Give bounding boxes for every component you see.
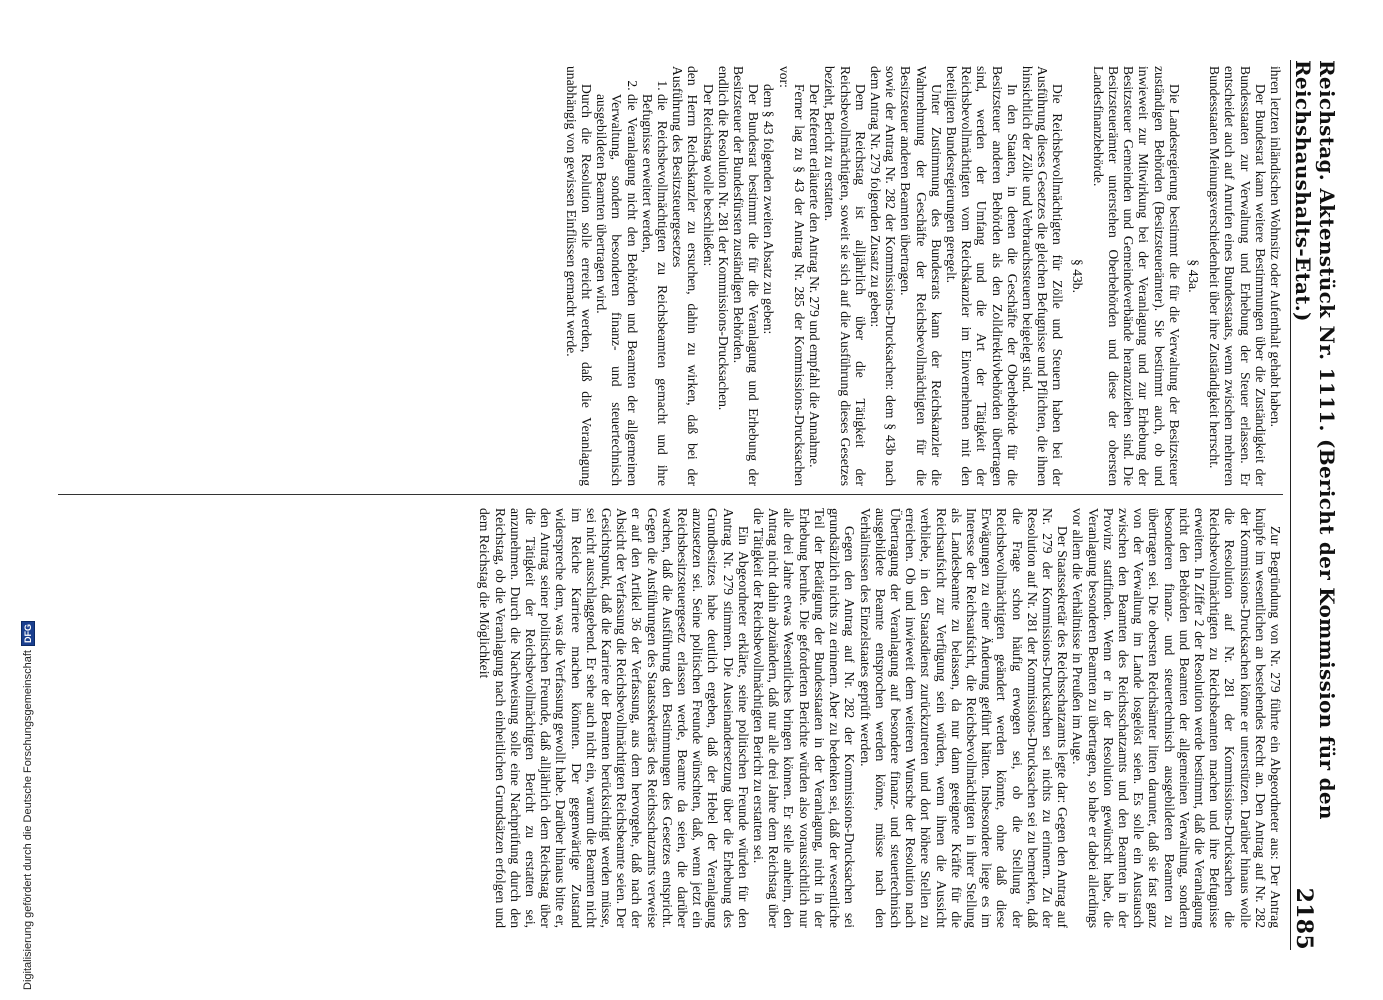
paragraph: Ein Abgeordneter erklärte, seine politischen Freunde würden für den Antrag Nr. 279 stimmen. Die Auseinandersetzung über die Erhebung des Grundbesitzes habe deutlich ergeben, daß der Hebel der Veranlagung anzusetzen sei. Seine politischen Freunde wünschten, daß, wenn jetzt ein Reichsbesitzsteuergesetz erlassen werde, Beamte da seien, die darüber wachen, daß die Ausführung den Bestimmungen des Gesetzes entspricht. Gegen die Ausführungen des Staatssekretärs des Reichsschatzamts verweise er auf den Artikel 36 der Verfassung, aus dem hervorgehe, daß nach der Absicht der Verfassung die Reichsbevollmächtigten Reichsbeamte seien. Der Gesichtspunkt, daß die Karriere der Beamten berücksichtigt werden müsse, sei nicht ausschlaggebend. Er sehe auch nicht ein, warum die Beamten nicht im Reiche Karriere machen könnten. Der gegenwärtige Zustand widerspreche dem, was die Verfassung gewollt habe. Darüber hinaus bitte er, den Antrag seiner politischen Freunde, daß alljährlich dem Reichstag über die Tätigkeit der Reichsbevollmächtigten Bericht zu erstatten sei, anzunehmen. Durch die Nachweisung solle eine Nachprüfung durch den Reichstag, ob die Veranlagung nach einheitlichen Grundsätzen erfolgen und dem Reichstag die Möglichkeit <box>477 508 751 928</box>
funding-text: Digitalisierung gefördert durch die Deutsche Forschungsgemeinschaft <box>22 650 34 990</box>
paragraph: Die Landesregierung bestimmt die für die Verwaltung der Besitzsteuer zuständigen Behörden (Besitzsteuerämter). Sie bestimmt auch, ob und inwieweit zur Mitwirkung bei der Veranlagung und zur Erhebung der Besitzsteuer Gemeinden und Gemeindeverbände heranzuziehen sind. Die Besitzsteuerämter unterstehen Oberbehörden und diese der obersten Landesfinanzbehörde. <box>1090 66 1182 486</box>
paragraph: Zur Begründung von Nr. 279 führte ein Abgeordneter aus: Der Antrag knüpfe im wesentlichen an bestehendes Recht an. Den Antrag auf Nr. 282 der Kommissions-Drucksachen könne er unterstützen. Darüber hinaus wolle die Resolution auf Nr. 281 der Kommissions-Drucksachen die Reichsbevollmächtigten zu Reichsbeamten machen und ihre Befugnisse erweitern. In Ziffer 2 der Resolution werde bestimmt, daß die Veranlagung nicht den Behörden und Beamten der allgemeinen Verwaltung, sondern besonderen finanz- und steuertechnisch ausgebildeten Beamten zu übertragen sei. Die obersten Reichsämter litten darunter, daß sie fast ganz von der Verwaltung im Lande losgelöst seien. Es solle ein Austausch zwischen den Beamten des Reichsschatzamts und den Beamten in der Provinz stattfinden. Wenn er in der Resolution gewünscht habe, die Veranlagung besonderen Beamten zu übertragen, so habe er dabei allerdings vor allem die Verhältnisse in Preußen im Auge. <box>1070 508 1283 928</box>
paragraph: endlich die Resolution Nr. 281 der Kommissions-Drucksachen. <box>715 66 731 411</box>
list-item: 1. die Reichsbevollmächtigten zu Reichsbeamten gemacht und ihre Befugnisse erweitert werden, <box>640 94 670 486</box>
paragraph: Der Reichstag wolle beschließen: <box>700 84 716 267</box>
paragraph: Dem Reichstag ist alljährlich über die Tätigkeit der Reichsbevollmächtigten, soweit sie sich auf die Ausführung dieses Gesetzes bezieht, Bericht zu erstatten. <box>822 66 868 486</box>
paragraph: ihren letzten inländischen Wohnsitz oder Aufenthalt gehabt haben. <box>1268 66 1283 428</box>
column-divider <box>58 494 1283 495</box>
paragraph: sowie der Antrag Nr. 282 der Kommissions-Drucksachen: dem § 43b nach dem Antrag Nr. 279 folgenden Zusatz zu geben: <box>867 66 899 486</box>
section-heading: § 43a. <box>1185 259 1201 293</box>
paragraph: In den Staaten, in denen die Geschäfte der Oberbehörde für die Besitzsteuer anderen Behörden als den Zolldirektivbehörden übertragen sind, werden der Umfang und die Art der Tätigkeit der Reichsbevollmächtigten vom Reichskanzler im Einvernehmen mit den beteiligten Bundesregierungen geregelt. <box>943 66 1020 486</box>
paragraph: Die Reichsbevollmächtigten für Zölle und Steuern haben bei der Ausführung dieses Gesetzes die gleichen Befugnisse und Pflichten, die ihnen hinsichtlich der Zölle und Verbrauchssteuern beigelegt sind. <box>1019 66 1066 486</box>
paragraph: den Herrn Reichskanzler zu ersuchen, dahin zu wirken, daß bei der Ausführung des Besitzsteuergesetzes <box>670 66 701 486</box>
paragraph: Unter Zustimmung des Bundesrats kann der Reichskanzler die Wahrnehmung der Geschäfte der Reichsbevollmächtigten für die Besitzsteuer anderen Beamten übertragen. <box>898 66 944 486</box>
paragraph: Der Bundesrat bestimmt die für die Veranlagung und Erhebung der Besitzsteuer der Bundesfürsten zuständigen Behörden. <box>731 66 762 486</box>
running-header <box>1290 60 1339 950</box>
paragraph: Ferner lag zu § 43 der Antrag Nr. 285 der Kommissions-Drucksachen vor: <box>776 66 807 486</box>
paragraph: Durch die Resolution solle erreicht werden, daß die Veranlagung unabhängig von gewissen Einflüssen gemacht werde. <box>563 66 595 486</box>
funding-note <box>20 600 36 990</box>
left-column <box>58 66 1283 486</box>
section-heading: § 43b. <box>1069 259 1085 293</box>
dfg-logo-icon: DFG <box>21 621 35 646</box>
page-number: 2185 <box>1291 887 1317 950</box>
header-title: Reichstag. Aktenstück Nr. 1111. (Bericht der Kommission für den Reichshaushalts-Etat.) <box>1291 60 1339 820</box>
numbered-list <box>594 66 670 486</box>
paragraph: Der Staatssekretär des Reichsschatzamts legte dar: Gegen den Antrag auf Nr. 279 der Kommissions-Drucksachen sei nichts zu erinnern. Zu der Resolution auf Nr. 281 der Kommissions-Drucksachen sei zu bemerken, daß die Frage schon häufig erwogen sei, ob die Stellung der Reichsbevollmächtigten geändert werden könnte, ohne daß diese Erwägungen zu einer Änderung geführt hätten. Insbesondere liege es im Interesse der Reichsaufsicht, die Reichsbevollmächtigten in ihrer Stellung als Landesbeamte zu belassen, da nur dann geeignete Kräfte für die Reichsaufsicht zur Verfügung sein würden, wenn ihnen die Aussicht verbliebe, in den Staatsdienst zurückzutreten und dort höhere Stellen zu erreichen. Ob und inwieweit dem weiteren Wunsche der Resolution nach Übertragung der Veranlagung auf besondere finanz- und steuertechnisch ausgebildete Beamte entsprochen werden könne, müsse nach den Verhältnissen des Einzelstaates geprüft werden. <box>857 508 1071 928</box>
footer <box>2 600 34 990</box>
paragraph: Der Referent erläuterte den Antrag Nr. 279 und empfahl die Annahme. <box>807 84 823 468</box>
paragraph: Der Bundesrat kann weitere Bestimmungen über die Zuständigkeit der Bundesstaaten zur Verwaltung und Erhebung der Steuer erlassen. Er entscheidet auch auf Anrufen eines Bundesstaats, wenn zwischen mehreren Bundesstaaten Meinungsverschiedenheit über ihre Zuständigkeit herrscht. <box>1207 66 1268 486</box>
right-column <box>58 508 1283 928</box>
paragraph: Gegen den Antrag auf Nr. 282 der Kommissions-Drucksachen sei grundsätzlich nichts zu erinnern. Aber zu bedenken sei, daß der wesentliche Teil der Betätigung der Bundesstaaten in der Veranlagung, nicht in der Erhebung beruhe. Die geforderten Berichte würden also voraussichtlich nur alle drei Jahre etwas Wesentliches bringen können. Er stelle anheim, den Antrag nicht dahin abzuändern, daß nur alle drei Jahre dem Reichstag über die Tätigkeit der Reichsbevollmächtigten Bericht zu erstatten sei. <box>751 508 858 928</box>
paragraph: dem § 43 folgenden zweiten Absatz zu geben: <box>761 84 777 335</box>
list-item: 2. die Veranlagung nicht den Behörden und Beamten der allgemeinen Verwaltung, sondern besonderen finanz- und steuertechnisch ausgebildeten Beamten übertragen wird. <box>594 94 640 486</box>
